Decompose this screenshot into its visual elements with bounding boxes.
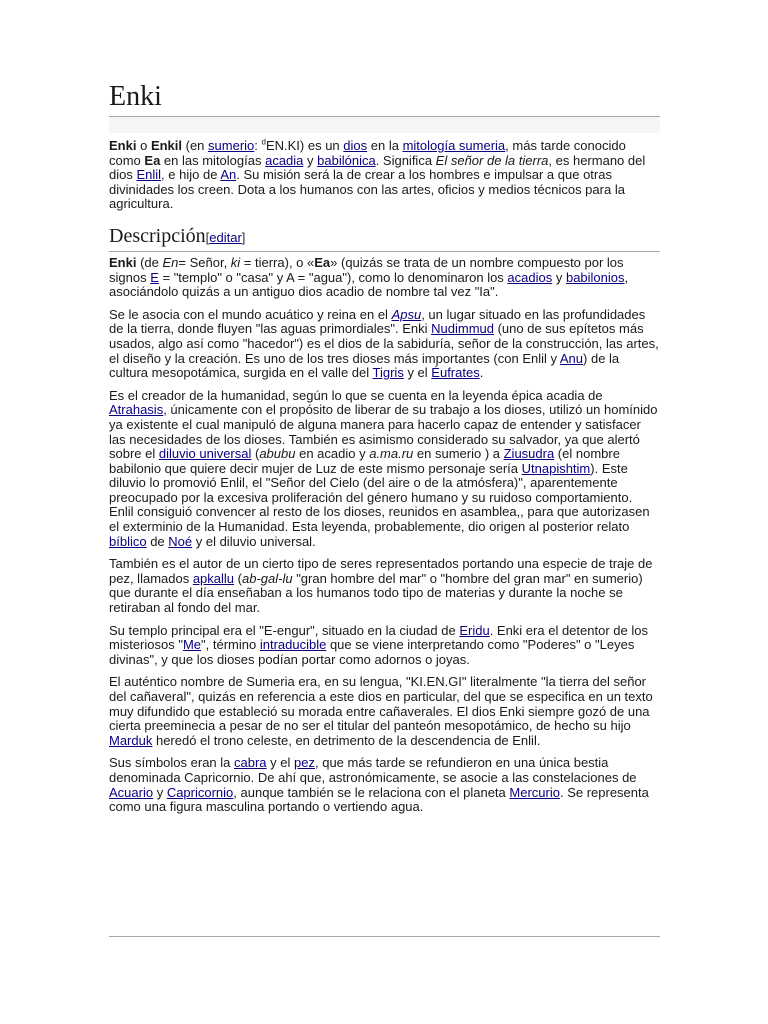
text: "gran hombre del mar" o "hombre del gran mar" en sumerio) que durante el día enseñaban a los humanos todo tipo de materias y durante la noche se retiraban al fondo del mar. <box>109 570 643 616</box>
link-capricornio[interactable]: Capricornio <box>166 784 234 800</box>
italic-term: El señor de la tierra <box>435 152 549 168</box>
text: , un lugar situado en las profundidades de la tierra, donde fluyen "las aguas primordiales". Enki <box>109 306 646 337</box>
text: y <box>153 784 167 800</box>
link-acadia[interactable]: acadia <box>265 152 304 168</box>
text: Es el creador de la humanidad, según lo que se cuenta en la leyenda épica acadia de <box>109 387 603 403</box>
text: , únicamente con el propósito de liberar de su trabajo a los dioses, utilizó un homínido ya existente el cual manipuló de alguna manera para hacerlo capaz de entender y satisfacer las necesidades de los dioses. También es asimismo considerado su salvador, ya que alertó sobre el <box>109 402 658 462</box>
text: » (quizás se trata de un nombre compuesto por los signos <box>109 254 624 285</box>
text: , asociándolo quizás a un antiguo dios acadio de nombre tal vez "Ia". <box>109 269 629 300</box>
text: : <box>254 138 262 153</box>
text: heredó el trono celeste, en detrimento de la descendencia de Enlil. <box>152 732 541 748</box>
link-biblico[interactable]: bíblico <box>109 533 147 549</box>
link-marduk[interactable]: Marduk <box>109 732 153 748</box>
bold-term: Ea <box>314 254 331 270</box>
paragraph-2 <box>109 308 660 381</box>
text: . Su misión será la de crear a los hombres e impulsar a que otras divinidades los creen. Dota a los humanos con las artes, oficios y medios técnicos para la agricultura. <box>109 167 625 212</box>
paragraph-6 <box>109 675 660 748</box>
superscript: d <box>261 137 266 147</box>
text: ). Este diluvio lo promovió Enlil, el "Señor del Cielo (del aire o de la atmósfera)", aparentemente preocupado por la excesiva proliferación del género humano y su ruidoso comportamiento. Enlil consiguió convencer al resto de los dioses, reunidos en asamblea,, para que autorizasen el exterminio de la Humanidad. Esta leyenda, probablemente, dio origen al posterior relato <box>109 460 650 535</box>
text: = "templo" o "casa" y A = "agua"), como lo denominaron los <box>158 269 508 285</box>
link-enlil[interactable]: Enlil <box>136 167 162 183</box>
paragraph-1 <box>109 256 660 300</box>
link-me[interactable]: Me <box>182 637 202 653</box>
text: de <box>146 533 169 549</box>
text: , más tarde conocido como <box>109 138 626 168</box>
text: Su templo principal era el "E-engur", situado en la ciudad de <box>109 622 460 638</box>
text: ", término <box>201 637 260 653</box>
link-ziusudra[interactable]: Ziusudra <box>503 446 555 462</box>
italic-term: abubu <box>259 446 296 462</box>
text: y el <box>266 755 295 771</box>
text: , es hermano del dios <box>109 152 646 183</box>
link-mercurio[interactable]: Mercurio <box>509 784 560 800</box>
link-sumerio[interactable]: sumerio <box>208 138 255 153</box>
bold-term: Enki <box>109 254 137 270</box>
link-an[interactable]: An <box>220 167 237 183</box>
link-intraducible[interactable]: intraducible <box>259 637 327 653</box>
text: . Significa <box>375 152 436 168</box>
text: (en <box>182 138 209 153</box>
header-band <box>109 117 660 133</box>
link-utnapishtim[interactable]: Utnapishtim <box>521 460 591 476</box>
italic-term: ab-gal-lu <box>241 570 293 586</box>
link-atrahasis[interactable]: Atrahasis <box>109 402 164 418</box>
link-e[interactable]: E <box>150 269 159 285</box>
page-title: Enki <box>109 80 660 117</box>
text: en las mitologías <box>160 152 266 168</box>
text: También es el autor de un cierto tipo de seres representados portando una especie de traje de pez, llamados <box>109 556 653 586</box>
link-cabra[interactable]: cabra <box>234 755 267 771</box>
text: , que más tarde se refundieron en una única bestia denominada Capricornio. De ahí que, astronómicamente, se asocie a las constelaciones de <box>109 755 637 785</box>
italic-term: a.ma.ru <box>369 446 414 462</box>
paragraph-5 <box>109 624 660 668</box>
bold-term: Enkil <box>150 138 183 153</box>
text: , e hijo de <box>161 167 221 183</box>
link-eridu[interactable]: Eridu <box>459 622 490 638</box>
edit-link[interactable]: editar <box>209 229 242 245</box>
link-acadios[interactable]: acadios <box>507 269 553 285</box>
link-anu[interactable]: Anu <box>559 350 584 366</box>
edit-section: [editar] <box>205 229 246 245</box>
text: o <box>136 138 151 153</box>
text: en sumerio ) a <box>413 446 504 462</box>
paragraph-3 <box>109 389 660 550</box>
link-babilonica[interactable]: babilónica <box>317 152 376 168</box>
text: en acadio y <box>295 446 370 462</box>
link-noe[interactable]: Noé <box>168 533 193 549</box>
text: . Enki era el detentor de los misteriosos " <box>109 622 648 653</box>
text: = tierra), o « <box>240 254 315 270</box>
footer-divider <box>109 936 660 937</box>
link-acuario[interactable]: Acuario <box>109 784 154 800</box>
text: = Señor, <box>178 254 231 270</box>
link-apkallu[interactable]: apkallu <box>192 570 235 586</box>
text: y <box>552 269 566 285</box>
section-heading <box>109 224 660 252</box>
text: ( <box>234 570 242 586</box>
text: que se viene interpretando como "Poderes" o "Leyes divinas", y que los dioses podían portar como adornos o joyas. <box>109 637 635 667</box>
link-tigris[interactable]: Tigris <box>372 365 404 381</box>
text: y <box>303 152 318 168</box>
link-diluvio-universal[interactable]: diluvio universal <box>158 446 252 462</box>
paragraph-7 <box>109 756 660 814</box>
text: ( <box>251 446 260 462</box>
text: Sus símbolos eran la <box>109 755 235 771</box>
link-babilonios[interactable]: babilonios <box>565 269 625 285</box>
lead-paragraph <box>109 139 660 212</box>
text: (uno de sus epítetos más usados, algo así como "hacedor") es el dios de la sabiduría, señor de la construcción, las artes, el diseño y la creación. Es uno de los tres dioses más importantes (con Enlil y <box>109 321 659 366</box>
text: . <box>479 365 484 381</box>
link-eufrates[interactable]: Éufrates <box>431 365 480 381</box>
link-nudimmud[interactable]: Nudimmud <box>431 321 494 337</box>
section-title: Descripción <box>109 224 206 247</box>
link-mitologia-sumeria[interactable]: mitología sumeria <box>402 138 506 153</box>
text: . Se representa como una figura masculina portando o vertiendo agua. <box>109 784 649 815</box>
text: en la <box>367 138 403 153</box>
link-pez[interactable]: pez <box>294 755 315 771</box>
bold-term: Enki <box>109 138 137 153</box>
text: , aunque también se le relaciona con el planeta <box>233 784 510 800</box>
link-dios[interactable]: dios <box>343 138 368 153</box>
bold-term: Ea <box>144 152 161 168</box>
text: El auténtico nombre de Sumeria era, en su lengua, "KI.EN.GI" literalmente "la tierra del señor del cañaveral", quizás en referencia a este dios en particular, del que se especifica en un texto muy difundido que estableció su morada entre cañaverales. El dios Enki siempre gozó de una cierta preeminecia a pesar de no ser el titular del panteón mesopotámico, de hecho su hijo <box>109 674 653 734</box>
text: ) de la cultura mesopotámica, surgida en el valle del <box>109 350 620 381</box>
link-apsu[interactable]: Apsu <box>391 306 422 322</box>
text: Se le asocia con el mundo acuático y reina en el <box>109 306 392 322</box>
article <box>109 80 660 823</box>
text: (el nombre babilonio que quiere decir mujer de Luz de este mismo personaje sería <box>109 446 620 476</box>
text: (de <box>136 254 163 270</box>
italic-term: ki <box>230 254 241 270</box>
paragraph-4 <box>109 557 660 615</box>
text: y el diluvio universal. <box>192 533 316 549</box>
text: EN.KI) es un <box>265 138 344 153</box>
text: y el <box>403 365 432 381</box>
italic-term: En <box>162 254 179 270</box>
